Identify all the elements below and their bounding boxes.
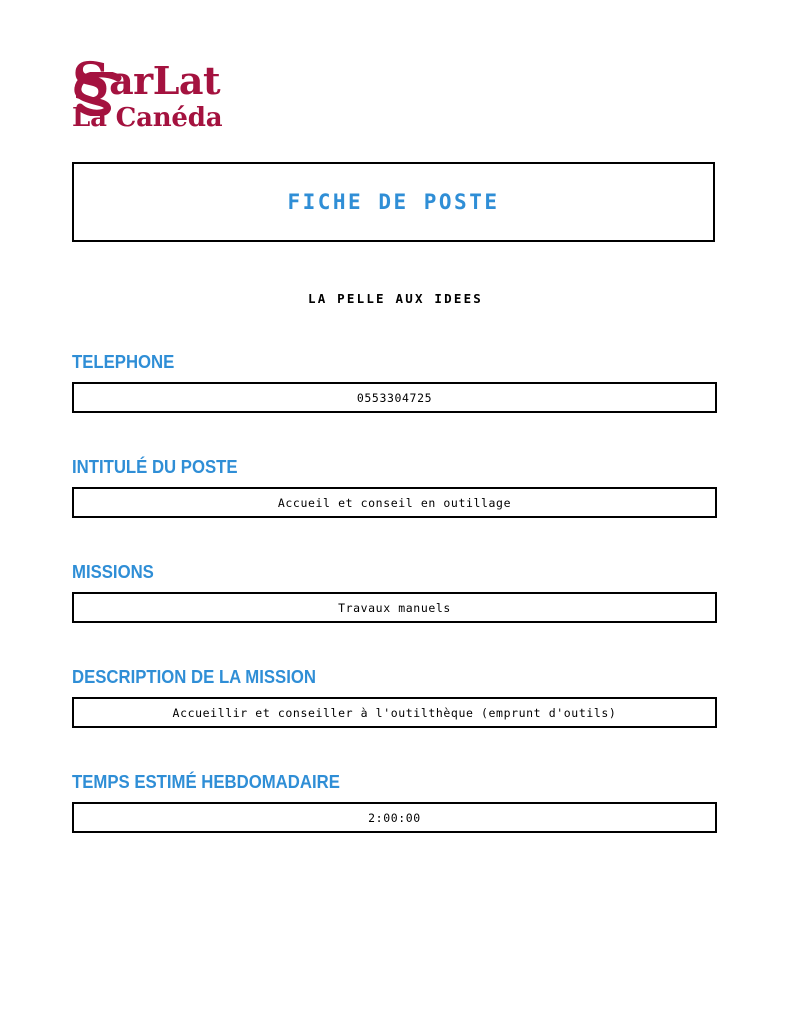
- field-value-box-weekly-time: [72, 802, 717, 833]
- field-value-job-title: Accueil et conseil en outillage: [277, 495, 512, 510]
- field-value-box-missions: [72, 592, 717, 623]
- field-value-box-mission-description: [72, 697, 717, 728]
- document-subtitle: LA PELLE AUX IDEES: [307, 291, 484, 306]
- logo-initial: S: [72, 52, 110, 113]
- field-telephone: [72, 352, 717, 413]
- field-weekly-time: [72, 772, 717, 833]
- logo-line-2: La Canéda: [72, 103, 223, 133]
- page-title: FICHE DE POSTE: [287, 190, 500, 214]
- field-missions: [72, 562, 717, 623]
- sarlat-logo: [72, 52, 272, 140]
- field-value-box-job-title: [72, 487, 717, 518]
- field-label-missions: MISSIONS: [72, 562, 154, 582]
- field-value-mission-description: Accueillir et conseiller à l'outilthèque (emprunt d'outils): [172, 705, 617, 720]
- field-value-box-telephone: [72, 382, 717, 413]
- field-mission-description: [72, 667, 717, 728]
- logo-line-1-text: arLat: [109, 58, 221, 103]
- field-value-weekly-time: 2:00:00: [368, 810, 421, 825]
- field-label-telephone: TELEPHONE: [72, 352, 175, 372]
- field-job-title: [72, 457, 717, 518]
- logo-swish-icon: [74, 72, 126, 116]
- document-title-box: [72, 162, 715, 242]
- field-label-job-title: INTITULÉ DU POSTE: [72, 457, 238, 477]
- field-value-telephone: 0553304725: [356, 390, 433, 405]
- field-value-missions: Travaux manuels: [338, 600, 451, 615]
- field-label-weekly-time: TEMPS ESTIMÉ HEBDOMADAIRE: [72, 772, 340, 792]
- field-label-mission-description: DESCRIPTION DE LA MISSION: [72, 667, 316, 687]
